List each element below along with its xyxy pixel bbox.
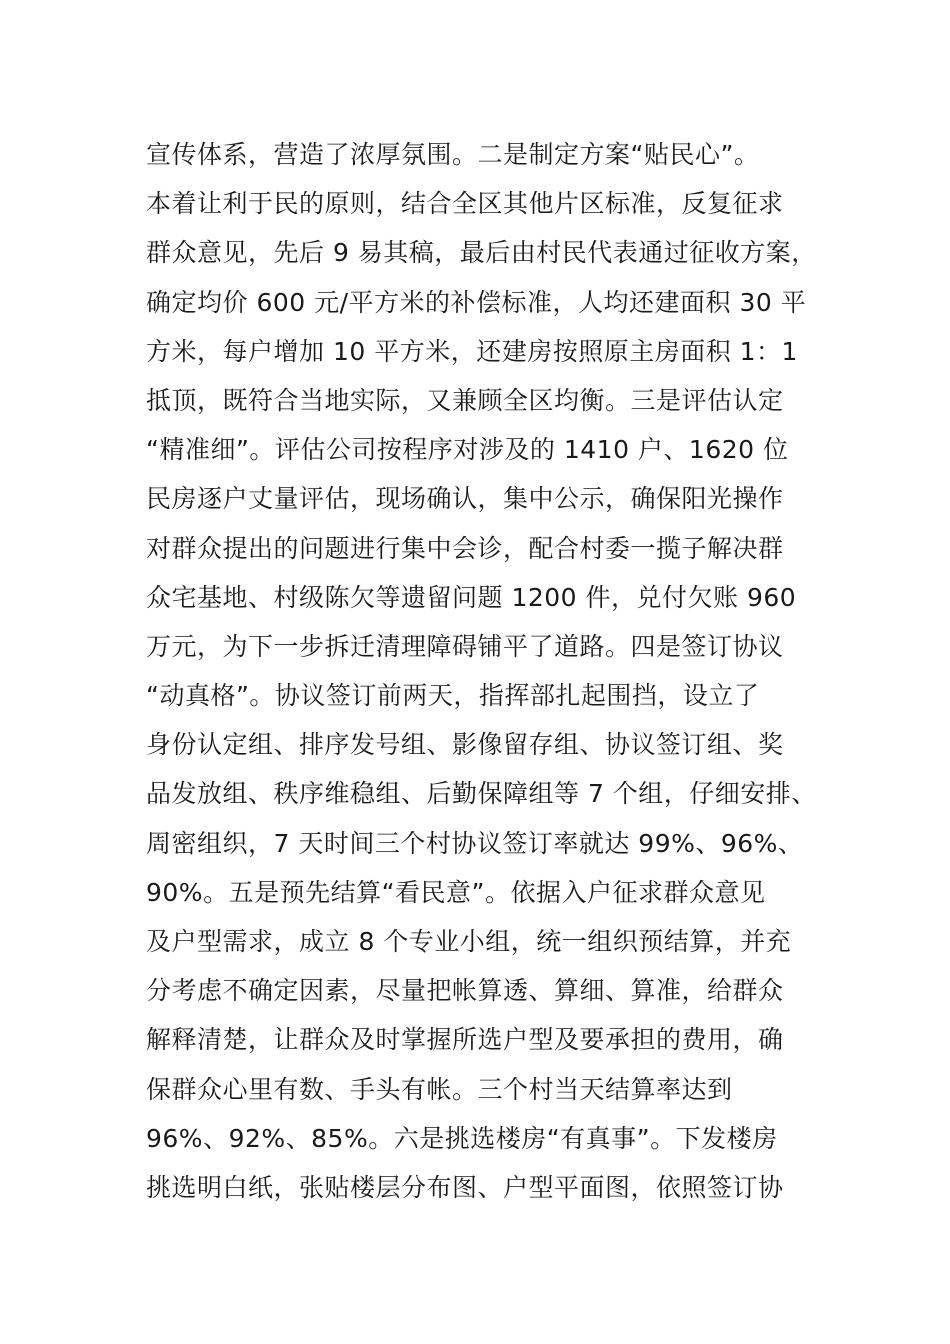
body-text — [146, 130, 846, 1212]
text-line-11: 万元，为下一步拆迁清理障碍铺平了道路。四是签订协议 — [146, 631, 784, 661]
text-line-8: 民房逐户丈量评估，现场确认，集中公示，确保阳光操作 — [146, 484, 784, 514]
text-line-9: 对群众提出的问题进行集中会诊，配合村委一揽子解决群 — [146, 533, 784, 563]
text-line-13: 身份认定组、排序发号组、影像留存组、协议签订组、奖 — [146, 730, 784, 760]
text-line-18: 分考虑不确定因素，尽量把帐算透、算细、算准，给群众 — [146, 976, 784, 1006]
text-line-4: 确定均价 600 元/平方米的补偿标准，人均还建面积 30 平 — [146, 287, 807, 317]
text-line-1: 宣传体系，营造了浓厚氛围。二是制定方案“贴民心”。 — [146, 140, 760, 169]
text-line-17: 及户型需求，成立 8 个专业小组，统一组织预结算，并充 — [146, 927, 792, 956]
text-line-6: 抵顶，既符合当地实际，又兼顾全区均衡。三是评估认定 — [146, 385, 784, 415]
text-line-2: 本着让利于民的原则，结合全区其他片区标准，反复征求 — [146, 189, 784, 219]
text-line-3: 群众意见，先后 9 易其稿，最后由村民代表通过征收方案， — [146, 238, 817, 268]
text-line-21: 96%、92%、85%。六是挑选楼房“有真事”。下发楼房 — [146, 1123, 778, 1153]
text-line-5: 方米，每户增加 10 平方米，还建房按照原主房面积 1：1 — [146, 336, 798, 366]
text-line-19: 解释清楚，让群众及时掌握所选户型及要承担的费用，确 — [146, 1025, 784, 1055]
text-line-22: 挑选明白纸，张贴楼层分布图、户型平面图，依照签订协 — [146, 1172, 784, 1202]
text-line-20: 保群众心里有数、手头有帐。三个村当天结算率达到 — [146, 1074, 733, 1104]
text-line-7: “精准细”。评估公司按程序对涉及的 1410 户、1620 位 — [146, 435, 789, 465]
text-line-14: 品发放组、秩序维稳组、后勤保障组等 7 个组，仔细安排、 — [146, 779, 817, 809]
text-line-12: “动真格”。协议签订前两天，指挥部扎起围挡，设立了 — [146, 681, 760, 711]
text-line-15: 周密组织，7 天时间三个村协议签订率就达 99%、96%、 — [146, 828, 804, 858]
text-line-16: 90%。五是预先结算“看民意”。依据入户征求群众意见 — [146, 877, 766, 907]
text-line-10: 众宅基地、村级陈欠等遗留问题 1200 件，兑付欠账 960 — [146, 582, 797, 612]
